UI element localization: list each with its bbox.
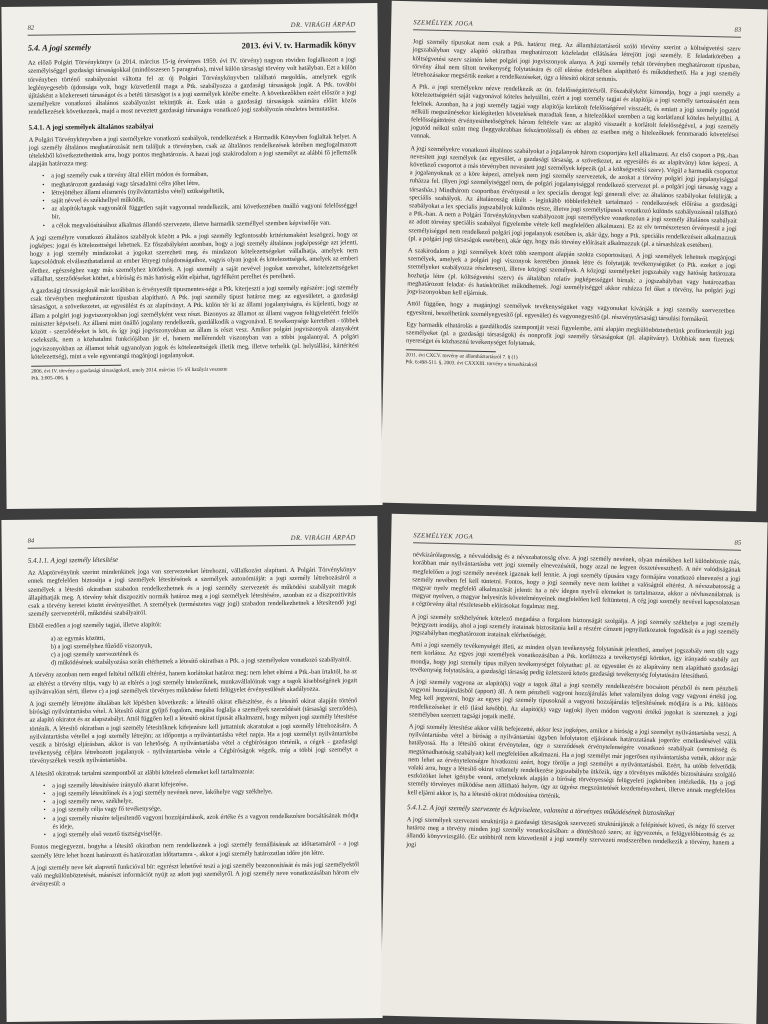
intro-paragraph: Az előző Polgári Törvénykönyv (a 2014. március 15-ig érvényes 1959. évi IV. törvény) nagyon röviden foglalkozott a jogi személyiséggel gazdasági társaságokkal (mindösszesen 5 paragrafus), mivel külön társasági törvény volt hatályban. Ezt a külön törvényben történő szabályozást váltotta fel az új Polgári Törvénykönyvben található megoldás, amelynek egyik leglényegesebb újdonsága volt, hogy közvetlenül maga a Ptk. szabályozza a gazdasági társaságok jogát. A Ptk. további újításként a közkereseti társaságot és a betéti társaságot is a jogi személyek körébe emelte. A következőkben ezért először a jogi személyekre vonatkozó általános szabályozást tekintjük át. Ezek után a gazdasági társaságok számára előírt közös rendelkezések következnek, majd a most neveztett gazdasági társaságra vonatkozó jogi szabályozás részletes bemutatása. bbox=[27, 56, 357, 117]
list-item: a) az egymás közötti, bbox=[50, 634, 105, 643]
page-number: 83 bbox=[734, 26, 742, 34]
section-heading bbox=[28, 40, 356, 53]
list-item: c) a jogi személy szervezetének és bbox=[50, 650, 139, 659]
paragraph: A jogi személyre vonatkozó általános szabályok között a Ptk. a jogi személy legfontosabb kritériumaként leszögezi, hogy az jogképes: jogai és kötelezettségei lehetnek. Ez főszabályként azonban, hogy a jogi személy általános jogképessége azt jelenti, hogy a jogi személy mindazokat a jogokat szerezheti meg, és mindazon kötelezettségeket vállalhatja, amelyek nem kapcsolódnak elválaszthatatlanul az ember lényegi tulajdonságaihoz, vagyis olyan jogok és kötelezettségek, amelyek az emberi élethez, egészséghez vagy más személyhez kötődnek. A jogi személy a saját nevével jogokat szerezhet, kötelezettségeket vállalhat, szerződéseket köthet, a bíróság és más hatóság előtt eljárhat, ügyfélként perelhet és perelhető. bbox=[29, 231, 359, 283]
page-number: 85 bbox=[734, 539, 742, 547]
page-82 bbox=[1, 3, 382, 509]
law-reference: 2013. évi V. tv. Harmadik könyv bbox=[241, 40, 356, 51]
paragraph: A jogi személy székhelyének kötelező megadása a forgalom biztonságát szolgálja. A jogi személy székhelye a jogi személy bejegyzett irodája, ahol a jogi személy iratainak biztosítania kell a részére címzett jognyilatkozatok fogadását és a jogi személy jogszabályban meghatározott iratainak elérhetőségét. bbox=[410, 612, 740, 640]
paragraph: A jogi személy vagyona az alapító(k) vagy a tagok által a jogi személy rendelkezésére bocsátott pénzből és nem pénzbeli vagyoni hozzájárulásból (apport) áll. A nem pénzbeli vagyoni hozzájárulás lehet valamilyen dolog vagy vagyoni értékű jog. Meg kell jegyezni, hogy az egyes jogi személy típusoknál a vagyoni hozzájárulás teljesítésének módjára is a Ptk. különös rendelkezéseket ír elő (lásd később). Az alapító(k) vagy tag(ok) ilyen módon vagyoni értékű jogokat is szereznek a jogi személyben szerzett tagsági jogaik mellé. bbox=[409, 678, 738, 721]
paragraph: Egy harmadik elhatárolás a gazdálkodás szempontját veszi figyelembe, ami alapján megkülönböztethetünk profitorientált jogi személyeket (pl. a gazdasági társaságok) és nonprofit jogi személy társaságokat (pl. alapítvány). Utóbbiak nem fizetnek nyereséget és közhasznú tevékenységet folytatnak. bbox=[405, 320, 735, 348]
subsection-heading: 5.4.1. A jogi személyek általános szabályai bbox=[28, 122, 154, 132]
list-item: • a jogi személy részére teljesítendő vagyoni hozzájárulások, azok értéke és a vagyon rendelkezésre bocsátásának módja és ideje, bbox=[52, 812, 358, 832]
paragraph: A létesítő okiratnak tartalmi szempontból az alábbi kötelező elemeket kell tartalmaznia: bbox=[30, 768, 255, 778]
footnote: 2011. évi CXCV. törvény az államháztartásról 7. § (1) bbox=[405, 352, 518, 362]
paragraph: névkizárólagosság, a névvalódiság és a névszabatosság elve. A jogi személy nevének, olyan mértékben kell különböznie más, korábban már nyilvántartásba vett jogi személy elnevezésétől, hogy azzal ne legyen összetéveszthető. A név valódiságának megfelelően a jogi személy nevének igaznak kell lennie. A jogi személy típusára vagy formájára vonatkozó elnevezést a jogi személy nevében fel kell tüntetni. Fontos, hogy a jogi személy neve nem kelthet a valóságtól eltérést. A névszabatosság a magyar nyelv megfelelő alkalmazását jelenti: ha a név idegen nyelvű elemeket is tartalmazza, akkor a névhasználatnak is magyar nyelven, a magyar helyesírás követelményeinek megfelelően kell feltüntetni. A cég jogi személy nevével kapcsolatosan a cégtörvény által részletesebb előírásokat fogalmaz meg. bbox=[411, 551, 741, 612]
running-head bbox=[28, 21, 356, 36]
page-83 bbox=[380, 1, 767, 511]
list-item: b) a jogi személyhez fűződő viszonyuk, bbox=[50, 642, 153, 651]
running-head bbox=[28, 534, 356, 549]
paragraph: Az Alaptörvényünk szerint mindenkinek joga van szervezeteket létrehozni, vállalkozást alapítani. A Polgári Törvénykönyv ennek megfelelően biztosítja a jogi személyek létesítésének a személyek autonómiáját: a jogi személy létrehozásáról a személyek a létesítő okiratban szabadon rendelkezhetnek és a jogi személy szervezetét és működési szabályait maguk állapíthatják meg. A törvény tehát diszpozitív normák határoz meg a jogi személyek létesítésére, azonban ez a diszpozitivitás csak a törvény keretei között érvényesíthet. A személyek (természetes vagy jogi) szabadon rendelkezhetnek a létesítendő jogi személy szervezetéről, működési szabályairól. bbox=[27, 566, 357, 618]
bullet-list bbox=[29, 170, 358, 231]
footnote: 2006. évi IV. törvény a gazdasági társaságokról, amely 2014. március 15- től hatályát vesztette bbox=[31, 366, 228, 375]
footnote: Ptk. 3:005–006. § bbox=[31, 374, 69, 382]
paragraph: Ami a jogi személy tevékenységét illeti, az minden olyan tevékenység folytatását jelentheti, amelyet jogszabály nem tilt vagy nem korlátoz. Az egyes jogi személyek vonatkozásában a Ptk. korlátozza a tevékenységi körüket, így irányadó szabály azt mondja, hogy jogi személy típus milyen tevékenységet folytathat: pl. az egyesület és az alapítvány nem alapítható gazdasági tevékenység folytatására, a gazdasági társaság pedig üzletszerű közös gazdasági tevékenység folytatására létesíthető. bbox=[410, 641, 739, 680]
list-item: d) működésének szabályozása során eltérhetnek a létesítő okiratban a Ptk. a jogi személyekre vonatkozó szabályaitól. bbox=[50, 656, 352, 667]
paragraph: Ebből eredően a jogi személy tagjai, illetve alapítói: bbox=[28, 621, 162, 631]
list-item: • a jogi személy létesítőinek és a jogi személy nevének neve, lakóhelye vagy székhelye, bbox=[52, 787, 358, 798]
list-item: • a jogi személy csak a törvény által előírt módon és formában, bbox=[51, 170, 357, 181]
paragraph: Jogi személy típusokat nem csak a Ptk. határoz meg. Az államháztartásról szóló törvény szerint a költségvetési szerv jogszabályban vagy alapító okiratban meghatározott közfeladat ellátására létrejött jogi személy. E feladatkörében a költségvetési szerv szintén lehet polgári jogi jogviszonyok alanya. A jogi személy tehát törvényben meghatározott típusban, törvény által nem tiltott tevékenység folytatására és cél elérése érdekében alapítható és működtethető. Ha a jogi személy létrehozásakor megsértik ezeket a rendelkezéseket, úgy a létesítő okirat semmis. bbox=[411, 38, 741, 83]
running-head-title: SZEMÉLYEK JOGA bbox=[413, 532, 474, 541]
page-number: 82 bbox=[27, 24, 35, 32]
section-title: 5.4. A jogi személy bbox=[27, 43, 92, 53]
running-head-title: SZEMÉLYEK JOGA bbox=[413, 19, 474, 28]
running-head bbox=[413, 19, 741, 38]
subsection-heading: 5.4.1.1. A jogi személy létesítése bbox=[27, 555, 119, 565]
footnote: Ptk. 6:498-511. §, 2003. évi CXXXIII. törvény a társasházakról bbox=[405, 359, 538, 369]
subsection-heading: 5.4.1.2. A jogi személy szervezete és képviselete, valamint a törvényes működésének biztosítékai bbox=[407, 803, 675, 818]
page-84 bbox=[1, 516, 382, 1022]
list-item: • az alapítók/tagok vagyonától független saját vagyonnal rendelkezik, ami következtében önálló vagyoni felelősséggel bír, bbox=[51, 203, 357, 223]
list-item: • a jogi személy célja vagy fő tevékenysége, bbox=[52, 804, 358, 815]
running-head bbox=[413, 532, 741, 551]
paragraph: A jogi személy létrejötte általában két lépésben következik: a létesítő okirat elkészítése, és a létesítő okirat alapján történő bírósági nyilvántartásba vétel. A létesítő okirat gyűjtő fogalom, megába foglalja a személyek szerződését (társasági szerződés), az alapító okiratot és az alapszabályt. Attól függően kell a létesítő okirat típusát alkalmazni, hogy milyen jogi személy létesítése történik. A létesítő okiratban a jogi személy létesítőknek kifejezésre kell juttatniuk akaratukat a jogi személy létrehozására. A nyilvántartásba vétellel a jogi személy létrejön; az időpontja a nyilvántartásba vétel napja. Ha a jogi személyt nyilvántartásba veszik a bírósági eljárásban, akkor is van lehetőség. A nyilvántartásba vétel a cégbíróságon történik, a cégek - gazdasági tevékenység céljára létrehozott jogalanyok - nyilvántartásba vétele a Cégbíróságok végzik, míg a többi jogi személyt a törvényszékek veszik nyilvántartásba. bbox=[29, 697, 358, 766]
page-85 bbox=[380, 514, 767, 1024]
list-item: • létrejöttéhez állami elismerés (nyilvántartásba vétel) szükségeltetik, bbox=[51, 186, 357, 197]
running-head-title: DR. VIRÁGH ÁRPÁD bbox=[290, 21, 356, 29]
list-item: • a jogi személy létesítésére irányuló akarat kifejezése, bbox=[52, 779, 358, 790]
running-head-title: DR. VIRÁGH ÁRPÁD bbox=[290, 534, 356, 542]
footnote-divider bbox=[31, 365, 121, 367]
paragraph: A jogi személyek szervezeti struktúrája a gazdasági társaságok szervezeti struktúrájának a felépítését követi, és négy fő szervet határoz meg a törvény minden jogi személy vonatkozásában: a döntéshozó szerv, az ügyvezetés, a felügyelőbizottság és az állandó könyvvizsgáló. (Ez utóbbiról nem közvetlenül a jogi személy szervezeti rendszerében rendelkezik a törvény, hanem a jogi bbox=[406, 816, 735, 848]
paragraph: A törvény azonban nem enged feltétel nélküli eltérést, hanem korlátokat határoz meg: nem lehet eltérni a Ptk.-ban írtaktól, ha az az eltérést a törvény tiltja, vagy b) az eltérés a jogi személy hitelezőinek, munkavállalóinak vagy a tagok kisebbségének jogait nyilvánvalóan sérti, illetve c) a jogi személyek törvényes működése feletti felügyelet érvényesülését akadályozza. bbox=[28, 668, 358, 696]
paragraph: A Ptk. a jogi személyekre nézve rendelkezik az ún. felelősségáttörésről. Főszabályként kimondja, hogy a jogi személy a kötelezettségeiért saját vagyonával köteles helytállni, ezért a jogi személy tagjai és alapítója a jogi személy tartozásaiért nem felelnek. Azonban, ha a jogi személy tagjai vagy alapítója korlátolt felelősségével visszaélt, és emiatt a jogi személy jogutód nélküli megszűnésekor kielégítetlen követelések maradtak fenn, a hitelezőkkel szemben a tag korlátlanul köteles helytállni. A felelősségáttörést érvényesíthetőségének három feltétele van: az alapító visszaélt a korlátolt felelősségével, a jogi személy jogutód nélkül szűnt meg (leggyakrabban felszámolással) és ebben az esetben még a hitelezőknek fennmaradó követelései vannak. bbox=[410, 83, 740, 141]
paragraph: A jogi személy neve két alapvető funkcióval bír: egyrészt lehetővé teszi a jogi személy beazonosítását és más jogi személyektől való megkülönböztetését, másrészt információt nyújt az adott jogi személyről. A jogi személy neve vonatkozásában három elv érvényesül: a bbox=[30, 860, 360, 888]
paragraph: A Polgári Törvénykönyvben a jogi személyekre vonatkozó szabályok, rendelkezések a Harmadik Könyvben foglaltak helyet. A jogi személy általános meghatározását nem találjuk a törvényben, csak az általános rendelkezések körében megfogalmazott tételekből következtethetünk arra, hogy pontos meghatározás. A hazai jogi szakirodalom a jogi személyt az alábbi fő jellemzők alapján határozza meg: bbox=[28, 132, 357, 168]
paragraph: Attól függően, hogy a magánjogi személyek tevékenységüket vagy vagyonukat kívánják a jogi személy szervezetben egyesíteni, beszélhetünk személyegyesítő (pl. egyesület) és vagyonegyesítő (pl. részvénytársaság) társulási formákról. bbox=[406, 300, 735, 323]
list-item: • meghatározott gazdasági vagy társadalmi célra jöhet létre, bbox=[51, 178, 357, 189]
paragraph: A jogi személyekre vonatkozó általános szabályokat a jogalanyok három csoportjára kell alkalmazni. Az első csoport a Ptk.-ban nevesített jogi személyek (az egyesület, a gazdasági társaság, a szövetkezet, az egyesülés és az alapítvány) köre képezi. A következő csoportot a más törvényben nevesített jogi személyek képezik (pl. a költségvetési szerv). Végül a harmadik csoportot a jogalanyoknak az a köre képezi, amelyek nem jogi személy szervezetek, de azokat a törvény polgári jogi jogalanyisággal ruházza fel. (Ilyen jogi személyiséggel nem, de polgári jogalanyisággal rendelkező szervezet pl. a polgári jogi társaság vagy a társasház.) Mindhárom csoportban érvényesül a lex specialis derogat legi generali elve: az általános szabályokat felülírják a speciális szabályok. Az általánosság elítélt - leginkább többletfeltételt tartalmazó - rendelkezések előírása a gazdasági szabályokat a lex specialis jogszabályok különös része, illetve jogi személytípusok vonatkozó különös szabályozásnál található a Ptk.-ban. A nem a Polgári Törvénykönyvben szabályozott jogi személyekre vonatkozóan a jogi személy általános szabályait az adott törvény speciális szabályai figyelembe vétele kell megfelelően alkalmazni. Ez az elv természetesen érvényesül a jogi személyiséggel nem rendelkező polgári jogi jogalanyok esetében is, akár úgy, hogy a Ptk. speciális rendelkezéseit alkalmazzuk (pl. a polgári jogi társaságok esetében), akár úgy, hogy más törvény előírásait alkalmazzuk (pl. a társasházak esetében). bbox=[408, 144, 739, 250]
list-item: • a célok megvalósításához alkalmas állandó szervezete, illetve harmadik személlyel szemben képviselője van. bbox=[52, 219, 358, 230]
bullet-list bbox=[30, 779, 359, 840]
page-number: 84 bbox=[27, 537, 35, 545]
paragraph: A jogi személy létesítése akkor válik befejezetté, akkor lesz jogképes, amikor a bíróság a jogi személyt nyilvántartásba veszi. A nyilvántartásba vétel a bíróság a nyilvántartási ügyben lefolytatott eljárásnak határozatának jogerőre emelkedésével válik hatályossá. Ha a létesítő okirat érvénytelen, úgy a szerződések érvénytelenségére vonatkozó szabályait (semmisség és megtámadhatóság szabályait) kell megfelelően alkalmazni. Ha a jogi személyt már jogerősen nyilvántartásba vették, akkor már nem lehet az érvénytelenségre hivatkozni azért, hogy törölje a jogi személyt a nyilvántartásból. Ezért, ha utóbb felvetődik valaki arra, hogy a létesítő okirat valamely rendelkezése jogszabályba ütközik, úgy a törvényes működés biztosítására szolgáló eszközöket lehet igénybe venni, amelyeknek alapján a bíróság törvényességi felügyeleti jogkörében intézkedik. Ha a jogi személy törvényes működése nem állítható helyre, úgy az ügyész megszüntetését kezdeményezheti, illetve annak megfelelően kell eljárni akkor is, ha a létesítő okirat módosítása történik. bbox=[407, 723, 737, 800]
list-item: • a jogi személy neve, székhelye, bbox=[52, 796, 358, 807]
bottom-spread bbox=[0, 518, 768, 1020]
top-spread bbox=[0, 5, 768, 507]
paragraph: Fontos megjegyezni, hogyha a létesítő okiratban nem rendelkeznek a jogi személy fennállásának az időtartamáról - a jogi személy létre lehet hozni határozott és határozatlan időtartamra -, akkor a jogi személy határozatlan időre jön létre. bbox=[30, 840, 359, 860]
list-item: • saját névvel és székhellyel működik, bbox=[51, 194, 357, 205]
paragraph: A gazdasági társaságoknál már korábban is érvényesült tipusmentes-sége a Ptk. kiterjeszti a jogi személy egészére: jogi személy csak törvényben meghatározott típusban alapítható. A Ptk. jogi személy tipust határoz meg: az egyesületet, a gazdasági társaságot, a szövetkezetet, az egyesülést és az alapítványt. A Ptk. külön tér ki az állami jogalanyiságra, és kijelenti, hogy az állam a polgári jogi jogviszonyokban jogi személyként vesz részt. Bizonyos az államot az állami vagyon felügyeletéért felelős miniszter képviseli. Az állami mint önálló jogalany rendelkezik, gazdálkodik a vagyonával. E tevékenysége keretében - többek között - szerződéseket is köt, és így jogi jogviszonyokban az állam is részt vesz. Amikor polgári jogviszonyok alanyaként cselekszik, nem a közhatalmi funkciójában jár el, hanem mellérendelt viszonyban van a többi jogalannyal. A polgári jogviszonyokban az államot tehát ugyanolyan jogok és kötelezettségek illetik meg, illetve terhelik (pl. helytállási, kártérítési kötelezettség), mint a vele egyenrangú magánjogi jogalanyokat. bbox=[30, 284, 359, 361]
paragraph: A szakirodalom a jogi személyek körét több szempont alapján szokta csoportosítani. A jogi személyek lehetnek magánjogi személyek, amelyek a polgári jogi viszonyok keretében jönnek létre és folytatják tevékenységüket (a Ptk. ezeket a jogi személyeket szabályozza részletesen), illetve közjogi személyek. A közjogi személyeket jogszabály vagy hatóság határozata hozhatja létre (pl. költségvetési szerv) és általában relatív jogképességgel bírnak: a jogszabályban vagy határozatban meghatározott feladat- és hatáskörüket működhetnek. Jogi személyiséggel akkor ruházza fel őket a törvény, ha polgári jogi jogviszonyokban kell eljárniuk. bbox=[407, 247, 737, 298]
list-item: • a jogi személy első vezető tisztségviselője. bbox=[53, 828, 359, 839]
lettered-list bbox=[29, 632, 357, 668]
